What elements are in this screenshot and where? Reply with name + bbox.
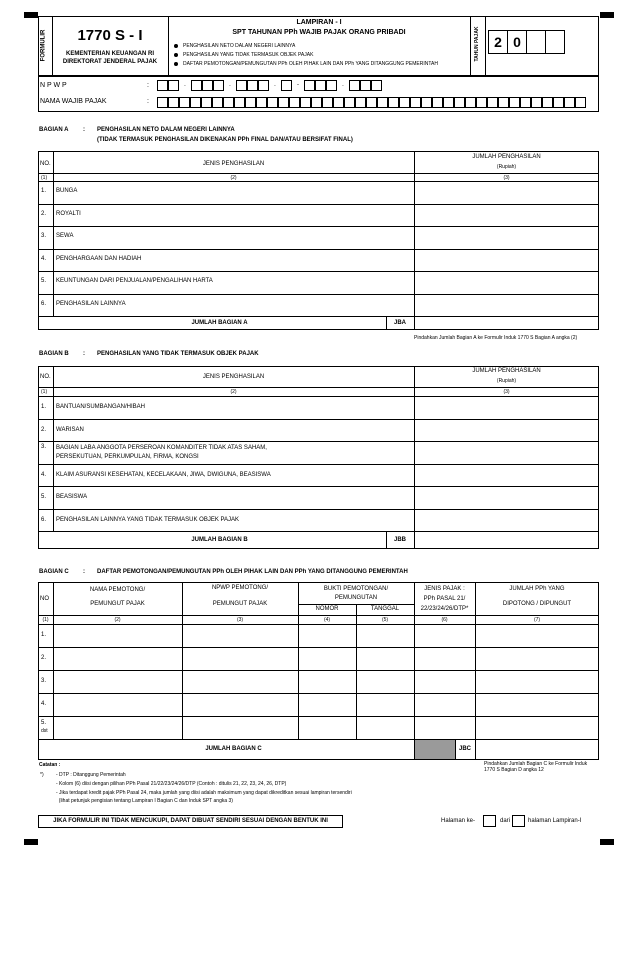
jenis-pajak-input[interactable] [415, 694, 474, 715]
row-label: PERSEKUTUAN, PERKUMPULAN, FIRMA, KONGSI [56, 454, 199, 460]
row-label: WARISAN [56, 427, 84, 433]
registration-mark [600, 839, 614, 845]
lampiran-halaman-label: halaman Lampiran-I [528, 818, 582, 824]
npwp-digit-box[interactable] [371, 80, 382, 91]
row-number: 4. [41, 256, 47, 262]
nama-char-box[interactable] [366, 97, 377, 108]
nama-char-box[interactable] [168, 97, 179, 108]
col-no-header: NO [40, 596, 49, 602]
col-jumlah-header: JUMLAH PENGHASILAN [472, 368, 541, 374]
halaman-label: Halaman ke- [441, 818, 476, 824]
nama-char-box[interactable] [190, 97, 201, 108]
nama-char-box[interactable] [355, 97, 366, 108]
bullet-icon [174, 53, 178, 57]
nama-char-box[interactable] [487, 97, 498, 108]
nama-char-box[interactable] [454, 97, 465, 108]
year-digit: 2 [494, 34, 502, 50]
nama-char-box[interactable] [421, 97, 432, 108]
nama-char-box[interactable] [476, 97, 487, 108]
nomor-bukti-input[interactable] [299, 625, 355, 646]
col-nama-header: PEMUNGUT PAJAK [90, 601, 145, 607]
jumlah-input[interactable] [415, 510, 598, 531]
nama-char-box[interactable] [311, 97, 322, 108]
row-number: 5. [41, 278, 47, 284]
year-digit-box[interactable] [526, 30, 546, 54]
jumlah-input[interactable] [415, 295, 598, 316]
bullet-icon [174, 44, 178, 48]
col-index: (5) [381, 617, 389, 623]
catatan-line: - DTP : Ditanggung Pemerintah [56, 772, 126, 778]
registration-mark [24, 12, 38, 18]
footer-notice-box [38, 815, 343, 828]
npwp-digit-box[interactable] [202, 80, 213, 91]
row-label: PENGHASILAN LAINNYA [56, 301, 126, 307]
nama-char-box[interactable] [289, 97, 300, 108]
formulir-side-label: FORMULIR [40, 29, 47, 62]
col-rupiah-header: (Rupiah) [496, 378, 517, 384]
lampiran-label: LAMPIRAN - I [296, 19, 342, 26]
npwp-separator: . [342, 82, 344, 88]
nama-char-box[interactable] [322, 97, 333, 108]
nama-char-box[interactable] [509, 97, 520, 108]
nomor-bukti-input[interactable] [299, 648, 355, 669]
bullet-icon [174, 62, 178, 66]
nama-char-box[interactable] [223, 97, 234, 108]
npwp-pemotong-input[interactable] [183, 625, 297, 646]
col-jenis-header: JENIS PENGHASILAN [202, 161, 265, 167]
row-number: 6. [41, 517, 47, 523]
nama-pemotong-input[interactable] [54, 648, 181, 669]
col-index: (6) [441, 617, 448, 623]
jumlah-input[interactable] [415, 465, 598, 486]
nama-char-box[interactable] [520, 97, 531, 108]
nama-char-box[interactable] [564, 97, 575, 108]
npwp-colon: : [147, 82, 149, 89]
bagian-c-label: BAGIAN C [39, 569, 69, 575]
row-label: BUNGA [56, 188, 78, 194]
header-bullet: DAFTAR PEMOTONGAN/PEMUNGUTAN PPh OLEH PIHAK LAIN DAN PPh YANG DITANGGUNG PEMERINTAH [183, 61, 438, 67]
npwp-digit-box[interactable] [247, 80, 258, 91]
row-number: 3. [41, 678, 47, 684]
npwp-pemotong-input[interactable] [183, 648, 297, 669]
col-index: (2) [114, 617, 121, 623]
nama-char-box[interactable] [542, 97, 553, 108]
jumlah-input[interactable] [415, 182, 598, 203]
tanggal-bukti-input[interactable] [357, 625, 413, 646]
tanggal-bukti-input[interactable] [357, 694, 413, 715]
registration-mark [24, 839, 38, 845]
row-label: ROYALTI [56, 211, 81, 217]
npwp-pemotong-input[interactable] [183, 671, 297, 692]
jumlah-bagian-c-input[interactable] [476, 740, 598, 759]
row-number: 4. [41, 472, 47, 478]
col-index: (1) [41, 389, 48, 395]
jenis-pajak-input[interactable] [415, 717, 474, 738]
npwp-digit-box[interactable] [191, 80, 202, 91]
row-number: 2. [41, 655, 47, 661]
bagian-c-title: DAFTAR PEMOTONGAN/PEMUNGUTAN PPh OLEH PIHAK LAIN DAN PPh YANG DITANGGUNG PEMERINTAH [97, 569, 408, 575]
tanggal-bukti-input[interactable] [357, 648, 413, 669]
year-digit: 0 [513, 34, 521, 50]
jumlah-input[interactable] [415, 442, 598, 463]
bagian-a-title: PENGHASILAN NETO DALAM NEGERI LAINNYA [97, 127, 235, 133]
col-bukti-header: BUKTI PEMOTONGAN/ [323, 586, 389, 592]
col-nama-header: NAMA PEMOTONG/ [89, 587, 146, 593]
catatan-line: - Kolom (6) diisi dengan pilihan PPh Pasal 21/22/23/24/26/DTP (Contoh : ditulis 21, 22, 23, 24, 26, DTP) [56, 781, 287, 787]
col-index: (1) [41, 175, 48, 181]
nama-char-box[interactable] [157, 97, 168, 108]
row-label: SEWA [56, 233, 74, 239]
col-index: (4) [323, 617, 331, 623]
row-number: 2. [41, 211, 47, 217]
row-number: 6. [41, 301, 47, 307]
col-no-header: NO. [40, 161, 51, 167]
jumlah-bagian-b-input[interactable] [415, 532, 598, 548]
jumlah-pph-input[interactable] [476, 671, 598, 692]
bagian-b-colon: : [83, 351, 85, 357]
row-label: BAGIAN LABA ANGGOTA PERSEROAN KOMANDITER TIDAK ATAS SAHAM, [56, 445, 267, 451]
nama-char-box[interactable] [234, 97, 245, 108]
col-jumlah-pph-header: DIPOTONG / DIPUNGUT [502, 601, 572, 607]
npwp-digit-box[interactable] [304, 80, 315, 91]
jumlah-input[interactable] [415, 420, 598, 441]
catatan-star: *) [40, 772, 44, 778]
header-bullet: PENGHASILAN NETO DALAM NEGERI LAINNYA [183, 43, 296, 49]
total-halaman-input[interactable] [512, 815, 525, 827]
nama-char-box[interactable] [410, 97, 421, 108]
nama-char-box[interactable] [201, 97, 212, 108]
page-title: SPT TAHUNAN PPh WAJIB PAJAK ORANG PRIBADI [232, 29, 406, 36]
row-number: 3. [41, 233, 47, 239]
col-bukti-header: PEMUNGUTAN [334, 595, 378, 601]
jenis-pajak-input[interactable] [415, 648, 474, 669]
nama-char-box[interactable] [333, 97, 344, 108]
npwp-digit-box[interactable] [157, 80, 168, 91]
catatan-title: Catatan : [39, 762, 61, 768]
jbb-code: JBB [393, 537, 406, 543]
col-index: (2) [230, 389, 237, 395]
registration-mark [600, 12, 614, 18]
col-jumlah-header: JUMLAH PENGHASILAN [472, 154, 541, 160]
row-label: BEASISWA [56, 494, 88, 500]
nama-label: NAMA WAJIB PAJAK [40, 98, 107, 105]
nama-char-box[interactable] [344, 97, 355, 108]
nama-char-box[interactable] [278, 97, 289, 108]
dst-label: dst [41, 728, 48, 734]
row-label: PENGHASILAN LAINNYA YANG TIDAK TERMASUK OBJEK PAJAK [56, 517, 240, 523]
row-label: BANTUAN/SUMBANGAN/HIBAH [56, 404, 146, 410]
nama-char-box[interactable] [245, 97, 256, 108]
nama-char-box[interactable] [443, 97, 454, 108]
npwp-digit-box[interactable] [360, 80, 371, 91]
bagian-a-note: Pindahkan Jumlah Bagian A ke Formulir Induk 1770 S Bagian A angka (2) [414, 335, 578, 341]
npwp-digit-box[interactable] [315, 80, 326, 91]
npwp-digit-box[interactable] [236, 80, 247, 91]
npwp-digit-box[interactable] [213, 80, 224, 91]
npwp-digit-box[interactable] [349, 80, 360, 91]
nama-pemotong-input[interactable] [54, 671, 181, 692]
col-jenis-pajak-header: 22/23/24/26/DTP* [420, 606, 469, 612]
col-tanggal-header: TANGGAL [370, 606, 400, 612]
npwp-digit-box[interactable] [168, 80, 179, 91]
col-index: (3) [503, 389, 510, 395]
npwp-digit-box[interactable] [258, 80, 269, 91]
npwp-separator: - [297, 82, 299, 88]
col-jenis-pajak-header: JENIS PAJAK : [424, 586, 465, 592]
col-rupiah-header: (Rupiah) [496, 164, 517, 170]
col-index: (2) [230, 175, 237, 181]
nama-pemotong-input[interactable] [54, 694, 181, 715]
nama-char-box[interactable] [553, 97, 564, 108]
npwp-digit-box[interactable] [281, 80, 292, 91]
bagian-a-label: BAGIAN A [39, 127, 69, 133]
nama-char-box[interactable] [498, 97, 509, 108]
row-number: 2. [41, 427, 47, 433]
jba-code: JBA [393, 320, 406, 326]
jumlah-input[interactable] [415, 227, 598, 248]
jbc-code: JBC [458, 746, 471, 752]
col-index: (1) [42, 617, 49, 623]
directorate-name: DIREKTORAT JENDERAL PAJAK [62, 59, 158, 65]
nama-char-box[interactable] [575, 97, 586, 108]
nama-char-box[interactable] [212, 97, 223, 108]
bagian-c-note: Pindahkan Jumlah Bagian C ke Formulir Induk 1770 S Bagian D angka 12 [484, 761, 588, 773]
npwp-pemotong-input[interactable] [183, 717, 297, 738]
nomor-bukti-input[interactable] [299, 717, 355, 738]
nama-char-box[interactable] [399, 97, 410, 108]
row-number: 1. [41, 632, 47, 638]
col-jenis-header: JENIS PENGHASILAN [202, 374, 265, 380]
col-jumlah-pph-header: JUMLAH PPh YANG [509, 586, 565, 592]
nama-char-box[interactable] [465, 97, 476, 108]
col-index: (3) [503, 175, 510, 181]
jumlah-pph-input[interactable] [476, 625, 598, 646]
bagian-b-label: BAGIAN B [39, 351, 69, 357]
nomor-bukti-input[interactable] [299, 694, 355, 715]
nama-char-box[interactable] [432, 97, 443, 108]
jumlah-input[interactable] [415, 272, 598, 293]
npwp-label: N P W P [40, 82, 67, 89]
row-number: 5. [41, 494, 47, 500]
row-number: 3. [41, 444, 47, 450]
shaded-cell [415, 740, 455, 759]
nama-char-box[interactable] [300, 97, 311, 108]
nomor-bukti-input[interactable] [299, 671, 355, 692]
nama-char-box[interactable] [531, 97, 542, 108]
catatan-line: (lihat petunjuk pengisian tentang Lampiran I Bagian C dan Induk SPT angka 3) [56, 798, 233, 804]
bagian-a-colon: : [83, 127, 85, 133]
npwp-pemotong-input[interactable] [183, 694, 297, 715]
row-label: KLAIM ASURANSI KESEHATAN, KECELAKAAN, JIWA, DWIGUNA, BEASISWA [56, 472, 271, 478]
catatan-line: - Jika terdapat kredit pajak PPh Pasal 24, maka jumlah yang diisi adalah maksimum yang dapat dikreditkan sesuai lampiran tersendiri [56, 790, 352, 796]
nama-char-box[interactable] [267, 97, 278, 108]
col-jenis-pajak-header: PPh PASAL 21/ [423, 596, 466, 602]
row-number: 1. [41, 404, 47, 410]
jumlah-bagian-c-label: JUMLAH BAGIAN C [205, 746, 262, 752]
bagian-a-subtitle: (TIDAK TERMASUK PENGHASILAN DIKENAKAN PPh FINAL DAN/ATAU BERSIFAT FINAL) [97, 137, 353, 143]
jumlah-pph-input[interactable] [476, 694, 598, 715]
tahun-pajak-label: TAHUN PAJAK [474, 26, 480, 62]
year-digit-box[interactable] [488, 30, 508, 54]
jumlah-input[interactable] [415, 397, 598, 418]
tanggal-bukti-input[interactable] [357, 671, 413, 692]
nama-pemotong-input[interactable] [54, 717, 181, 738]
header-bullet: PENGHASILAN YANG TIDAK TERMASUK OBJEK PAJAK [183, 52, 314, 58]
jumlah-pph-input[interactable] [476, 648, 598, 669]
npwp-digit-box[interactable] [326, 80, 337, 91]
jumlah-bagian-b-label: JUMLAH BAGIAN B [191, 537, 248, 543]
row-number: 5. [41, 720, 47, 726]
npwp-separator: . [274, 82, 276, 88]
npwp-separator: . [229, 82, 231, 88]
year-digit-box[interactable] [507, 30, 527, 54]
nama-char-box[interactable] [377, 97, 388, 108]
nama-pemotong-input[interactable] [54, 625, 181, 646]
bagian-b-title: PENGHASILAN YANG TIDAK TERMASUK OBJEK PAJAK [97, 351, 259, 357]
jumlah-input[interactable] [415, 250, 598, 271]
footer-notice: JIKA FORMULIR INI TIDAK MENCUKUPI, DAPAT DIBUAT SENDIRI SESUAI DENGAN BENTUK INI [53, 818, 328, 824]
col-nomor-header: NOMOR [315, 606, 339, 612]
col-npwp-header: PEMUNGUT PAJAK [212, 601, 268, 607]
bagian-c-colon: : [83, 569, 85, 575]
row-label: PENGHARGAAN DAN HADIAH [56, 256, 142, 262]
nama-char-box[interactable] [256, 97, 267, 108]
dari-label: dari [500, 818, 511, 824]
row-number: 4. [41, 701, 47, 707]
row-label: KEUNTUNGAN DARI PENJUALAN/PENGALIHAN HARTA [56, 278, 213, 284]
jumlah-input[interactable] [415, 487, 598, 508]
col-no-header: NO. [40, 374, 51, 380]
jumlah-input[interactable] [415, 205, 598, 226]
npwp-separator: . [184, 82, 186, 88]
halaman-input[interactable] [483, 815, 496, 827]
tanggal-bukti-input[interactable] [357, 717, 413, 738]
form-code: 1770 S - I [77, 27, 143, 44]
nama-char-box[interactable] [179, 97, 190, 108]
jumlah-pph-input[interactable] [476, 717, 598, 738]
jumlah-bagian-a-input[interactable] [415, 317, 598, 329]
ministry-name: KEMENTERIAN KEUANGAN RI [65, 51, 154, 57]
year-digit-box[interactable] [545, 30, 565, 54]
jenis-pajak-input[interactable] [415, 625, 474, 646]
jumlah-bagian-a-label: JUMLAH BAGIAN A [191, 320, 248, 326]
col-index: (7) [533, 617, 541, 623]
jenis-pajak-input[interactable] [415, 671, 474, 692]
nama-char-box[interactable] [388, 97, 399, 108]
row-number: 1. [41, 188, 47, 194]
col-npwp-header: NPWP PEMOTONG/ [211, 585, 269, 591]
nama-colon: : [147, 98, 149, 105]
col-index: (3) [236, 617, 244, 623]
